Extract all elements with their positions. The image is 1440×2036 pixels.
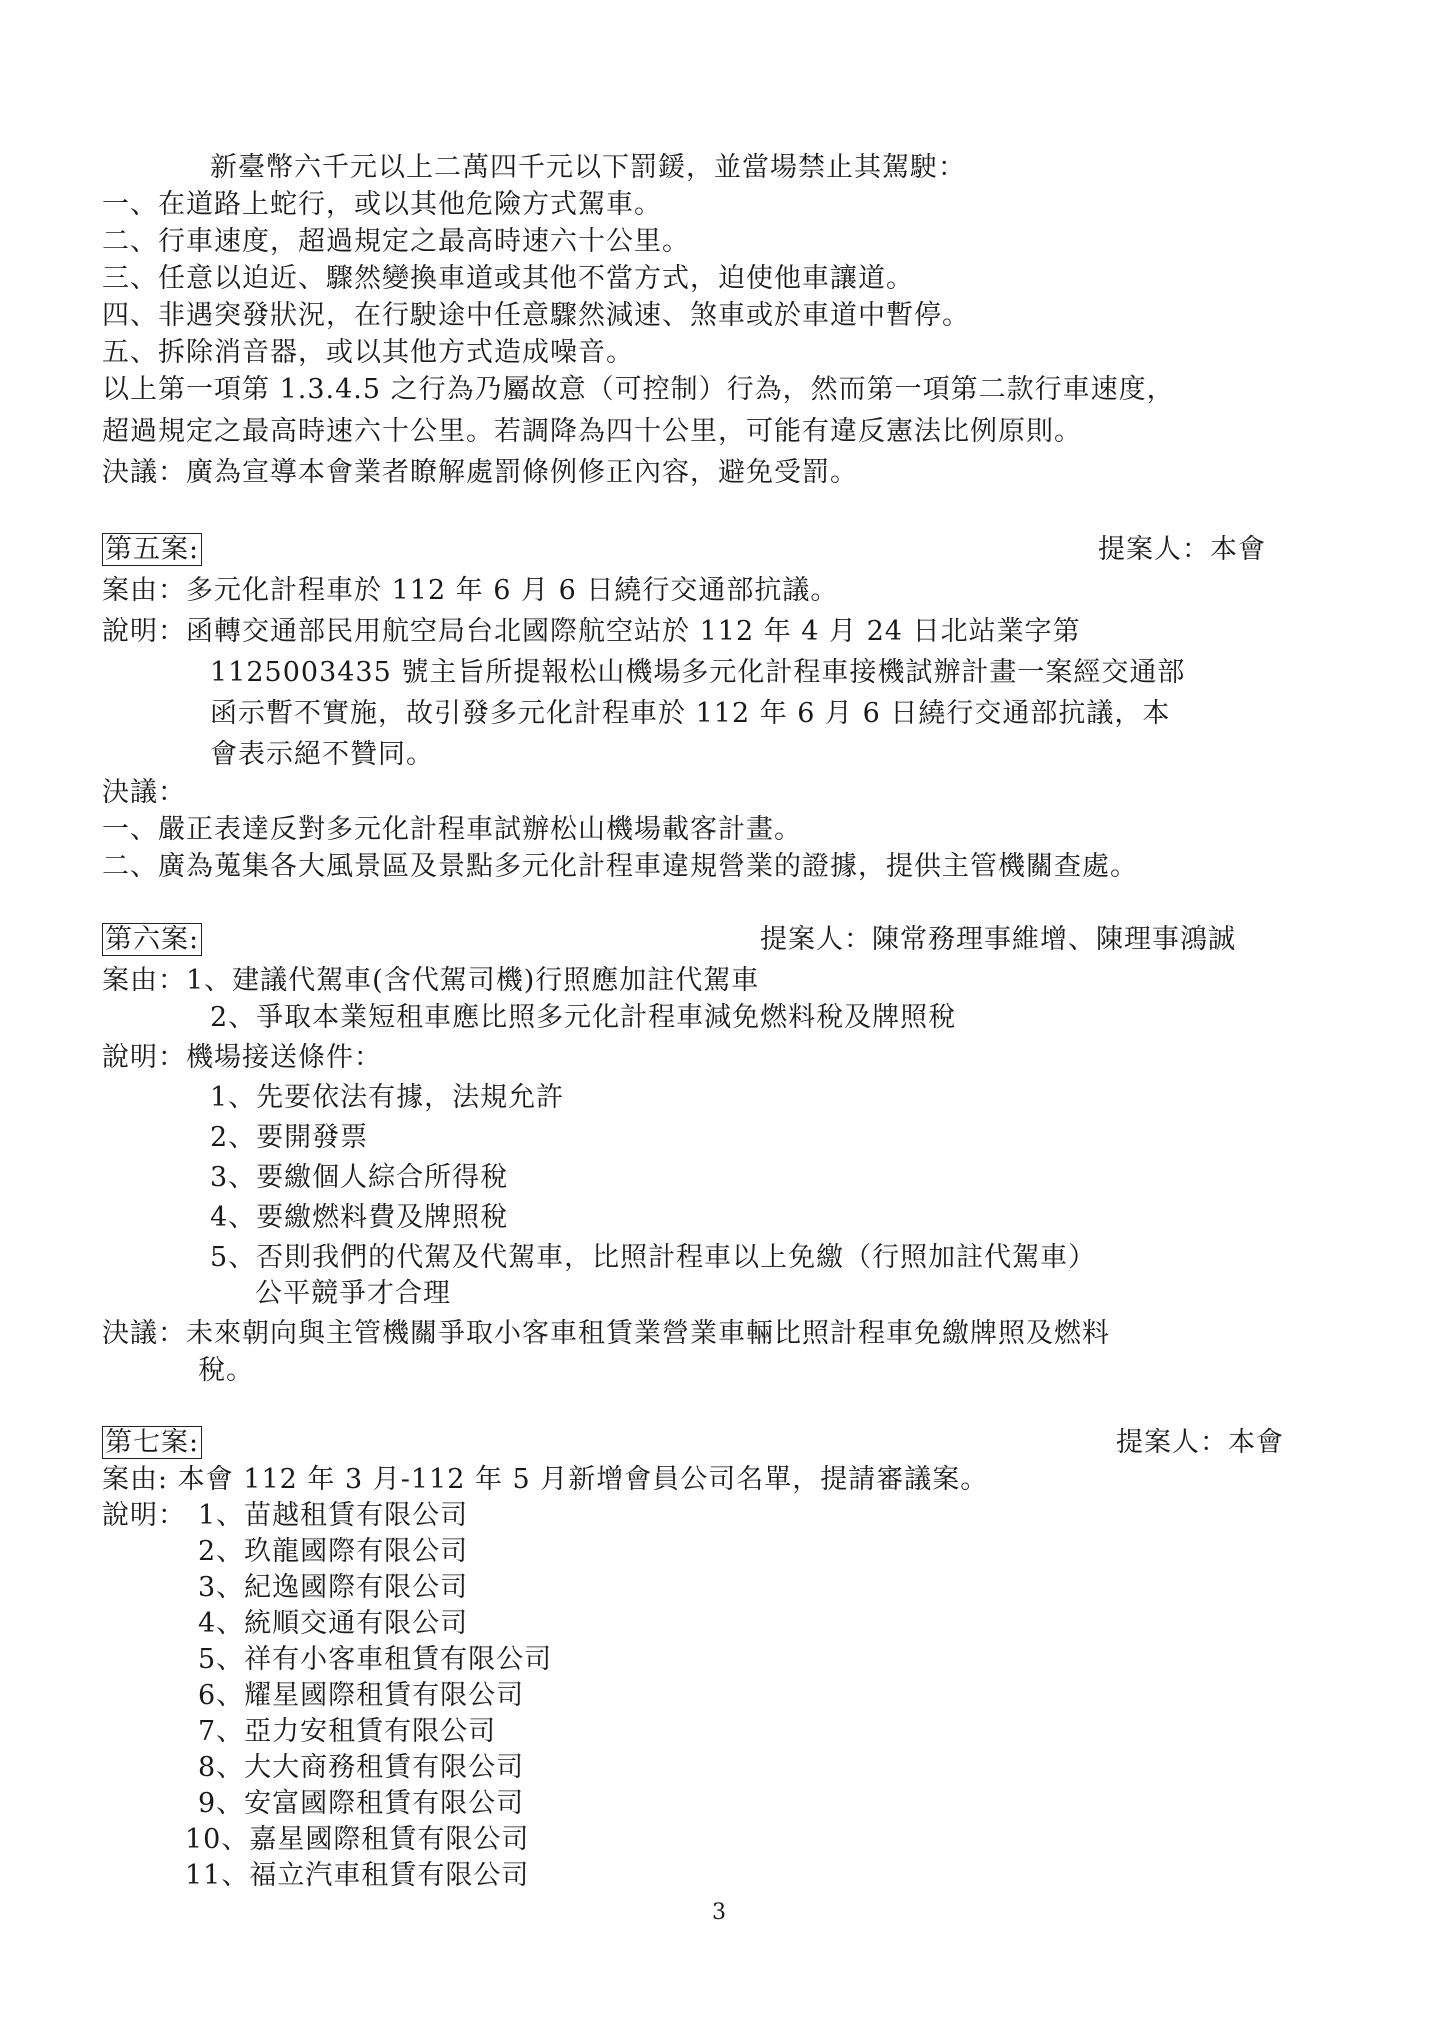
case6-reason: 案由：1、建議代駕車(含代駕司機)行照應加註代駕車	[102, 965, 760, 996]
case7-company: 5、祥有小客車租賃有限公司	[198, 1644, 553, 1675]
case7-company: 3、紀逸國際有限公司	[198, 1572, 469, 1603]
case7-company: 11、福立汽車租賃有限公司	[185, 1860, 530, 1891]
case5-tag-label: 第五案:	[102, 533, 202, 566]
case5-proposer: 提案人：本會	[1098, 534, 1266, 565]
case6-condition: 5、否則我們的代駕及代駕車，比照計程車以上免繳（行照加註代駕車）	[210, 1242, 1097, 1273]
case5-desc: 函示暫不實施，故引發多元化計程車於 112 年 6 月 6 日繞行交通部抗議，本	[210, 698, 1171, 729]
case7-company: 10、嘉星國際租賃有限公司	[185, 1824, 530, 1855]
intro-item: 四、非遇突發狀況，在行駛途中任意驟然減速、煞車或於車道中暫停。	[102, 300, 970, 331]
case5-desc: 說明：函轉交通部民用航空局台北國際航空站於 112 年 4 月 24 日北站業字第	[102, 616, 1081, 647]
case7-company: 6、耀星國際租賃有限公司	[198, 1680, 525, 1711]
intro-note: 以上第一項第 1.3.4.5 之行為乃屬故意（可控制）行為，然而第一項第二款行車速度，	[102, 374, 1175, 405]
case6-desc-label: 說明：機場接送條件：	[102, 1042, 382, 1073]
intro-note: 超過規定之最高時速六十公里。若調降為四十公里，可能有違反憲法比例原則。	[102, 416, 1082, 447]
case7-company: 4、統順交通有限公司	[198, 1608, 469, 1639]
page-number: 3	[712, 1900, 726, 1925]
case7-tag	[102, 1425, 202, 1461]
case5-resolution: 一、嚴正表達反對多元化計程車試辦松山機場載客計畫。	[102, 814, 802, 845]
intro-resolution: 決議：廣為宣導本會業者瞭解處罰條例修正內容，避免受罰。	[102, 457, 858, 488]
case7-reason: 案由: 本會 112 年 3 月-112 年 5 月新增會員公司名單，提請審議案。	[102, 1464, 989, 1495]
case6-resolution-cont: 稅。	[198, 1355, 254, 1386]
case5-desc: 會表示絕不贊同。	[210, 739, 434, 770]
case6-condition: 2、要開發票	[210, 1122, 369, 1153]
case5-reason: 案由：多元化計程車於 112 年 6 月 6 日繞行交通部抗議。	[102, 575, 839, 606]
case6-condition: 3、要繳個人綜合所得稅	[210, 1162, 509, 1193]
case7-company: 7、亞力安租賃有限公司	[198, 1716, 497, 1747]
case6-tag	[102, 922, 202, 958]
case7-proposer: 提案人：本會	[1116, 1427, 1284, 1458]
intro-item: 一、在道路上蛇行，或以其他危險方式駕車。	[102, 189, 662, 220]
case7-desc-label: 說明：	[102, 1500, 186, 1531]
case5-resolution-label: 決議：	[102, 777, 186, 808]
case6-resolution: 決議：未來朝向與主管機關爭取小客車租賃業營業車輛比照計程車免繳牌照及燃料	[102, 1318, 1110, 1349]
case7-tag-label: 第七案:	[102, 1426, 202, 1459]
case7-company: 1、苗越租賃有限公司	[198, 1500, 469, 1531]
case7-company: 2、玖龍國際有限公司	[198, 1536, 469, 1567]
intro-item: 二、行車速度，超過規定之最高時速六十公里。	[102, 226, 690, 257]
case6-condition: 1、先要依法有據，法規允許	[210, 1082, 565, 1113]
case6-reason: 2、爭取本業短租車應比照多元化計程車減免燃料稅及牌照稅	[210, 1002, 957, 1033]
case5-tag	[102, 532, 202, 568]
case6-tag-label: 第六案:	[102, 923, 202, 956]
case6-proposer: 提案人：陳常務理事維增、陳理事鴻誠	[760, 924, 1236, 955]
case7-company: 9、安富國際租賃有限公司	[198, 1788, 525, 1819]
case7-company: 8、大大商務租賃有限公司	[198, 1752, 525, 1783]
intro-item: 三、任意以迫近、驟然變換車道或其他不當方式，迫使他車讓道。	[102, 263, 914, 294]
intro-item: 五、拆除消音器，或以其他方式造成噪音。	[102, 337, 634, 368]
intro-line: 新臺幣六千元以上二萬四千元以下罰鍰，並當場禁止其駕駛：	[210, 152, 966, 183]
case5-resolution: 二、廣為蒐集各大風景區及景點多元化計程車違規營業的證據，提供主管機關查處。	[102, 851, 1138, 882]
case6-condition: 4、要繳燃料費及牌照稅	[210, 1202, 509, 1233]
case6-condition-cont: 公平競爭才合理	[255, 1278, 451, 1309]
case5-desc: 1125003435 號主旨所提報松山機場多元化計程車接機試辦計畫一案經交通部	[210, 657, 1186, 688]
